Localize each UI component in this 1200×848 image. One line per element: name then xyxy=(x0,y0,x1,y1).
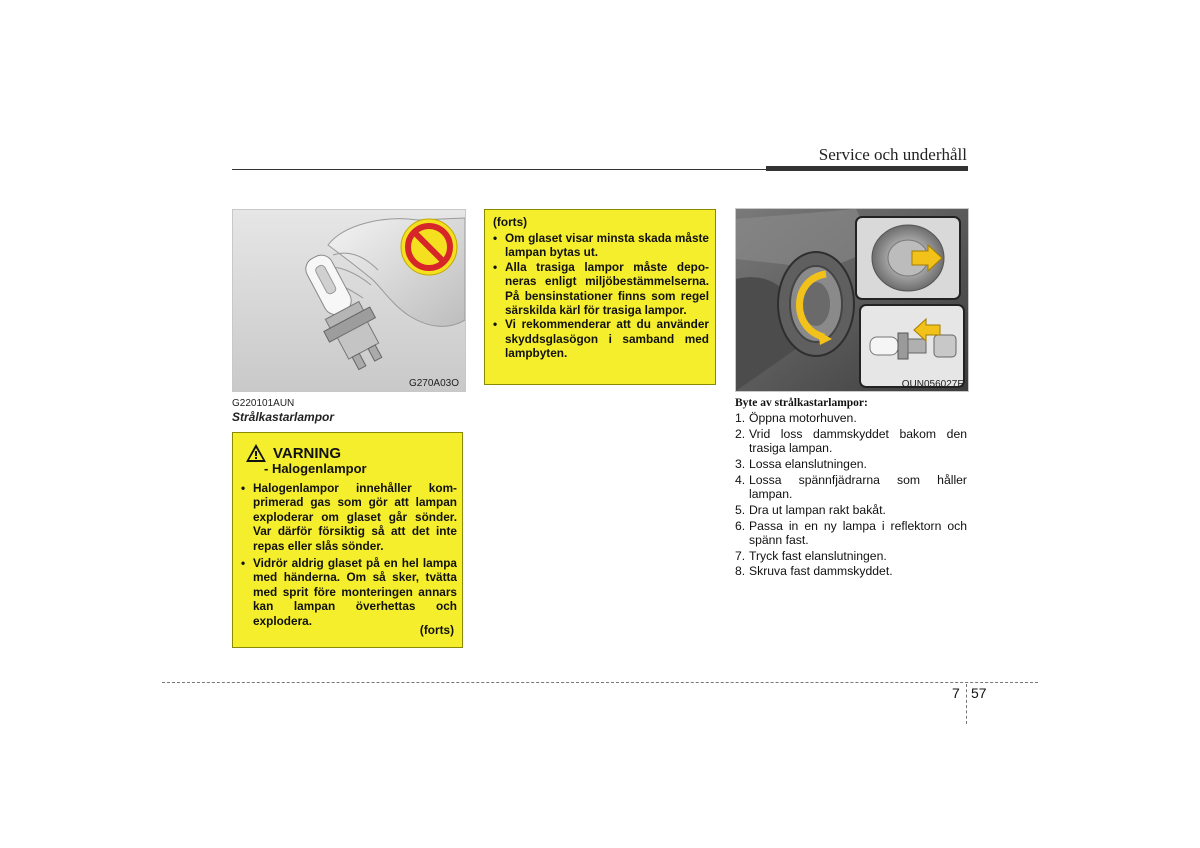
inset-bulb-removed xyxy=(860,305,964,387)
procedure-steps xyxy=(735,411,967,580)
section-title: Strålkastarlampor xyxy=(232,410,335,424)
list-item: • Halogenlampor innehåller kom-primerad gas som gör att lampan exploderar om glaset går sönder. Var därför försiktig så att det inte repas eller slås sönder. xyxy=(240,481,457,553)
warning-triangle-icon xyxy=(245,443,267,463)
footer-rule xyxy=(162,682,1038,683)
procedure-step: 8. Skruva fast dammskyddet. xyxy=(735,564,893,579)
warning-box xyxy=(232,432,463,648)
procedure-step: 6. Passa in en ny lampa i reflektorn och spänn fast. xyxy=(735,518,967,547)
footer-divider xyxy=(966,684,967,724)
procedure-step: 5. Dra ut lampan rakt bakåt. xyxy=(735,502,886,517)
bulb-illustration xyxy=(233,210,465,391)
procedure-step: 7. Tryck fast elanslutningen. xyxy=(735,548,887,563)
figure-caption: G270A03O xyxy=(408,378,459,389)
procedure-step: 2. Vrid loss dammskyddet bakom den trasiga lampan. xyxy=(735,426,967,456)
list-item: • Om glaset visar minsta skada måste lampan bytas ut. xyxy=(492,231,709,260)
figure-caption: OUN056027E xyxy=(901,379,964,390)
list-item: • Alla trasiga lampor måste depo-neras enligt miljöbestämmelserna. På bensinstationer finns som regel särskilda kärl för trasiga lampor. xyxy=(492,260,709,318)
figure-hand-holding-bulb xyxy=(232,209,466,392)
continued-header: (forts) xyxy=(493,215,528,229)
procedure-title: Byte av strålkastarlampor: xyxy=(735,397,868,409)
prohibition-sign-icon xyxy=(401,219,457,275)
procedure-step: 4. Lossa spännfjädrarna som håller lampan. xyxy=(735,472,967,501)
section-code: G220101AUN xyxy=(232,398,295,409)
procedure-step: 3. Lossa elanslutningen. xyxy=(735,456,867,471)
inset-bulb-socket xyxy=(856,217,960,299)
running-header: Service och underhåll xyxy=(818,145,967,164)
warning-title: VARNING xyxy=(273,444,342,462)
procedure-step: 1. Öppna motorhuven. xyxy=(735,411,857,425)
chapter-number: 7 xyxy=(952,685,960,701)
headlamp-illustration xyxy=(736,209,968,391)
continued-warning-box xyxy=(484,209,716,385)
page-number: 57 xyxy=(971,685,987,701)
continued-list xyxy=(492,231,709,361)
figure-headlamp-bulb-replacement xyxy=(735,208,969,392)
warning-subtitle: - Halogenlampor xyxy=(264,461,367,476)
warning-list xyxy=(240,481,457,631)
continued-note: (forts) xyxy=(419,623,454,637)
list-item: • Vidrör aldrig glaset på en hel lampa med händerna. Om så sker, tvätta med sprit före monteringen annars kan lampan överhettas och explodera. xyxy=(240,556,457,628)
header-bar xyxy=(766,166,968,171)
warning-header xyxy=(245,443,341,463)
list-item: • Vi rekommenderar att du använder skyddsglasögon i samband med lampbyten. xyxy=(492,317,709,360)
